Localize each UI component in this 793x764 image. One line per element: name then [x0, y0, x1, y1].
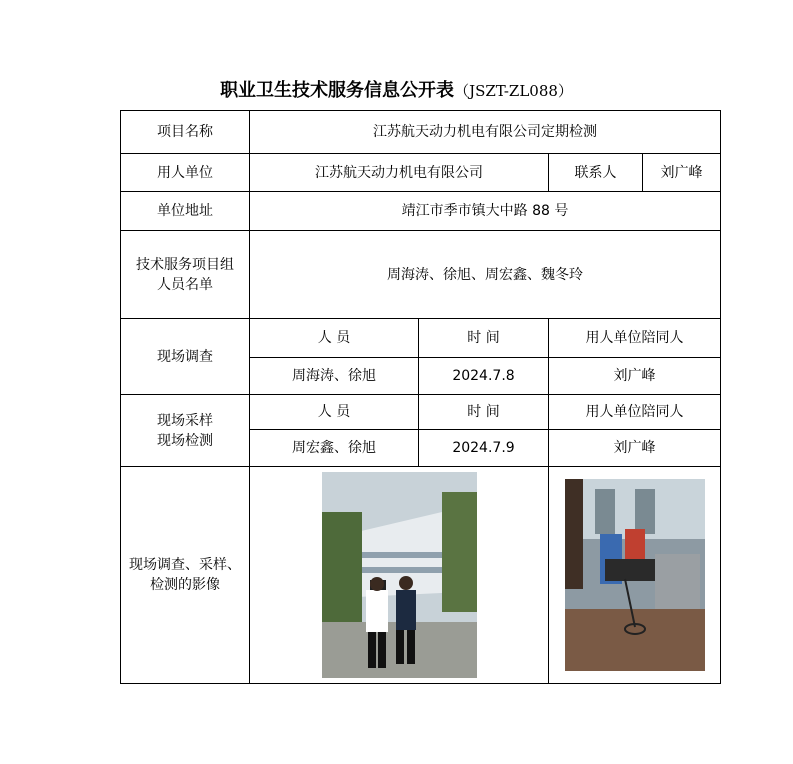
sampling-label-line1: 现场采样 — [157, 412, 213, 429]
row-team — [121, 231, 721, 319]
survey-personnel: 周海涛、徐旭 — [250, 358, 419, 395]
photo-cell-1 — [250, 467, 549, 684]
sampling-header-time: 时 间 — [419, 395, 549, 430]
employer-value: 江苏航天动力机电有限公司 — [250, 154, 549, 192]
sampling-header-escort: 用人单位陪同人 — [549, 395, 721, 430]
row-images — [121, 467, 721, 684]
address-value: 靖江市季市镇大中路 88 号 — [250, 192, 721, 231]
sampling-label — [121, 395, 250, 467]
photo-cell-2 — [549, 467, 721, 684]
team-value: 周海涛、徐旭、周宏鑫、魏冬玲 — [250, 231, 721, 319]
photo-equipment-image — [565, 479, 705, 671]
images-label — [121, 467, 250, 684]
team-label-line1: 技术服务项目组 — [136, 256, 234, 273]
contact-value: 刘广峰 — [643, 154, 721, 192]
sampling-header-personnel: 人 员 — [250, 395, 419, 430]
team-label-line2: 人员名单 — [157, 276, 213, 293]
survey-label: 现场调查 — [121, 319, 250, 395]
photo-factory-image — [322, 472, 477, 678]
photo-equipment — [565, 479, 705, 671]
employer-label: 用人单位 — [121, 154, 250, 192]
images-label-line1: 现场调查、采样、 — [129, 557, 241, 573]
page-title — [0, 76, 793, 102]
sampling-date: 2024.7.9 — [419, 430, 549, 467]
survey-header-time: 时 间 — [419, 319, 549, 358]
project-name-label: 项目名称 — [121, 111, 250, 154]
info-table — [120, 110, 721, 684]
row-address — [121, 192, 721, 231]
contact-label: 联系人 — [549, 154, 643, 192]
sampling-escort: 刘广峰 — [549, 430, 721, 467]
photo-factory — [322, 472, 477, 678]
survey-header-escort: 用人单位陪同人 — [549, 319, 721, 358]
project-name-value: 江苏航天动力机电有限公司定期检测 — [250, 111, 721, 154]
survey-date: 2024.7.8 — [419, 358, 549, 395]
row-project-name — [121, 111, 721, 154]
sampling-personnel: 周宏鑫、徐旭 — [250, 430, 419, 467]
row-survey-header — [121, 319, 721, 358]
address-label: 单位地址 — [121, 192, 250, 231]
title-main: 职业卫生技术服务信息公开表 — [220, 80, 455, 101]
row-employer — [121, 154, 721, 192]
row-sampling-header — [121, 395, 721, 430]
sampling-label-line2: 现场检测 — [157, 432, 213, 449]
images-label-line2: 检测的影像 — [150, 577, 220, 593]
title-code: （JSZT-ZL088） — [454, 82, 573, 100]
survey-header-personnel: 人 员 — [250, 319, 419, 358]
survey-escort: 刘广峰 — [549, 358, 721, 395]
team-label — [121, 231, 250, 319]
